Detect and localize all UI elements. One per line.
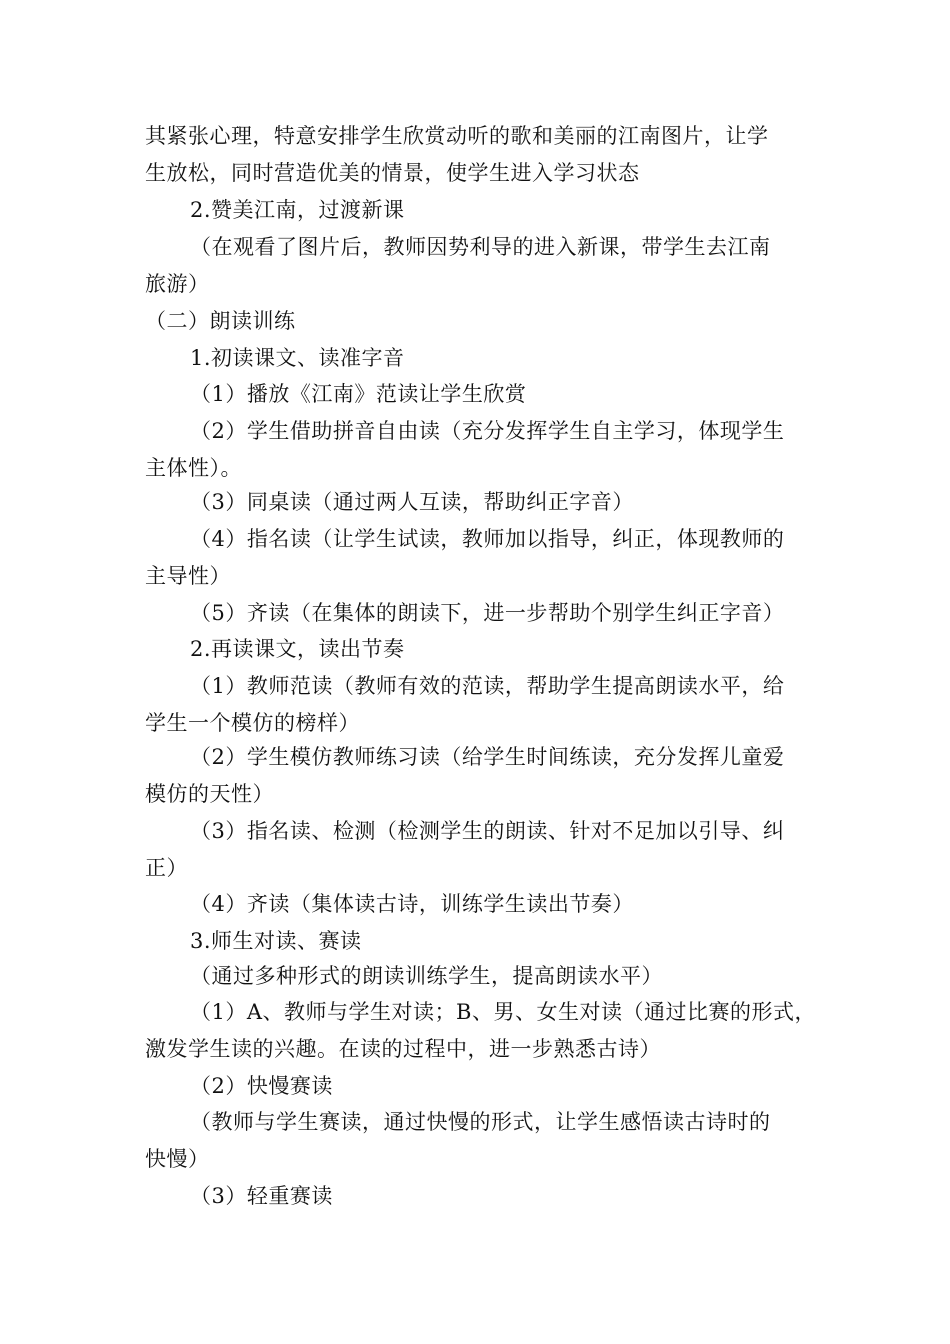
text-line: 其紧张心理，特意安排学生欣赏动听的歌和美丽的江南图片，让学 xyxy=(145,124,769,148)
text-line: （2）快慢赛读 xyxy=(190,1074,333,1098)
text-line: （教师与学生赛读，通过快慢的形式，让学生感悟读古诗时的 xyxy=(190,1110,771,1134)
section-heading: 2.再读课文，读出节奏 xyxy=(190,637,405,661)
text-line: （3）轻重赛读 xyxy=(190,1184,333,1208)
text-line: 正） xyxy=(145,856,188,880)
text-line: 主体性）。 xyxy=(145,456,242,480)
text-line: （3）指名读、检测（检测学生的朗读、针对不足加以引导、纠 xyxy=(190,819,785,843)
text-line: （4）指名读（让学生试读，教师加以指导，纠正，体现教师的 xyxy=(190,527,785,551)
text-line: 生放松，同时营造优美的情景，使学生进入学习状态 xyxy=(145,161,640,185)
text-line: 快慢） xyxy=(145,1147,210,1171)
text-line: （1）教师范读（教师有效的范读，帮助学生提高朗读水平，给 xyxy=(190,674,785,698)
section-heading: 3.师生对读、赛读 xyxy=(190,929,362,953)
text-line: （2）学生模仿教师练习读（给学生时间练读，充分发挥儿童爱 xyxy=(190,745,785,769)
text-line: （在观看了图片后，教师因势利导的进入新课，带学生去江南 xyxy=(190,235,771,259)
text-line: （2）学生借助拼音自由读（充分发挥学生自主学习，体现学生 xyxy=(190,419,785,443)
text-line: 主导性） xyxy=(145,564,231,588)
text-line: 旅游） xyxy=(145,272,210,296)
text-line: 模仿的天性） xyxy=(145,782,274,806)
text-line: （5）齐读（在集体的朗读下，进一步帮助个别学生纠正字音） xyxy=(190,601,785,625)
text-line: （1）播放《江南》范读让学生欣赏 xyxy=(190,382,527,406)
text-line: （通过多种形式的朗读训练学生，提高朗读水平） xyxy=(190,964,663,988)
text-line: （4）齐读（集体读古诗，训练学生读出节奏） xyxy=(190,892,634,916)
text-line: 学生一个模仿的榜样） xyxy=(145,711,360,735)
section-heading: （二）朗读训练 xyxy=(145,309,296,333)
text-line: （3）同桌读（通过两人互读，帮助纠正字音） xyxy=(190,490,634,514)
section-heading: 1.初读课文、读准字音 xyxy=(190,346,405,370)
section-heading: 2.赞美江南，过渡新课 xyxy=(190,198,405,222)
text-line: 激发学生读的兴趣。在读的过程中，进一步熟悉古诗） xyxy=(145,1037,661,1061)
text-line: （1）A、教师与学生对读；B、男、女生对读（通过比赛的形式， xyxy=(190,1000,816,1024)
